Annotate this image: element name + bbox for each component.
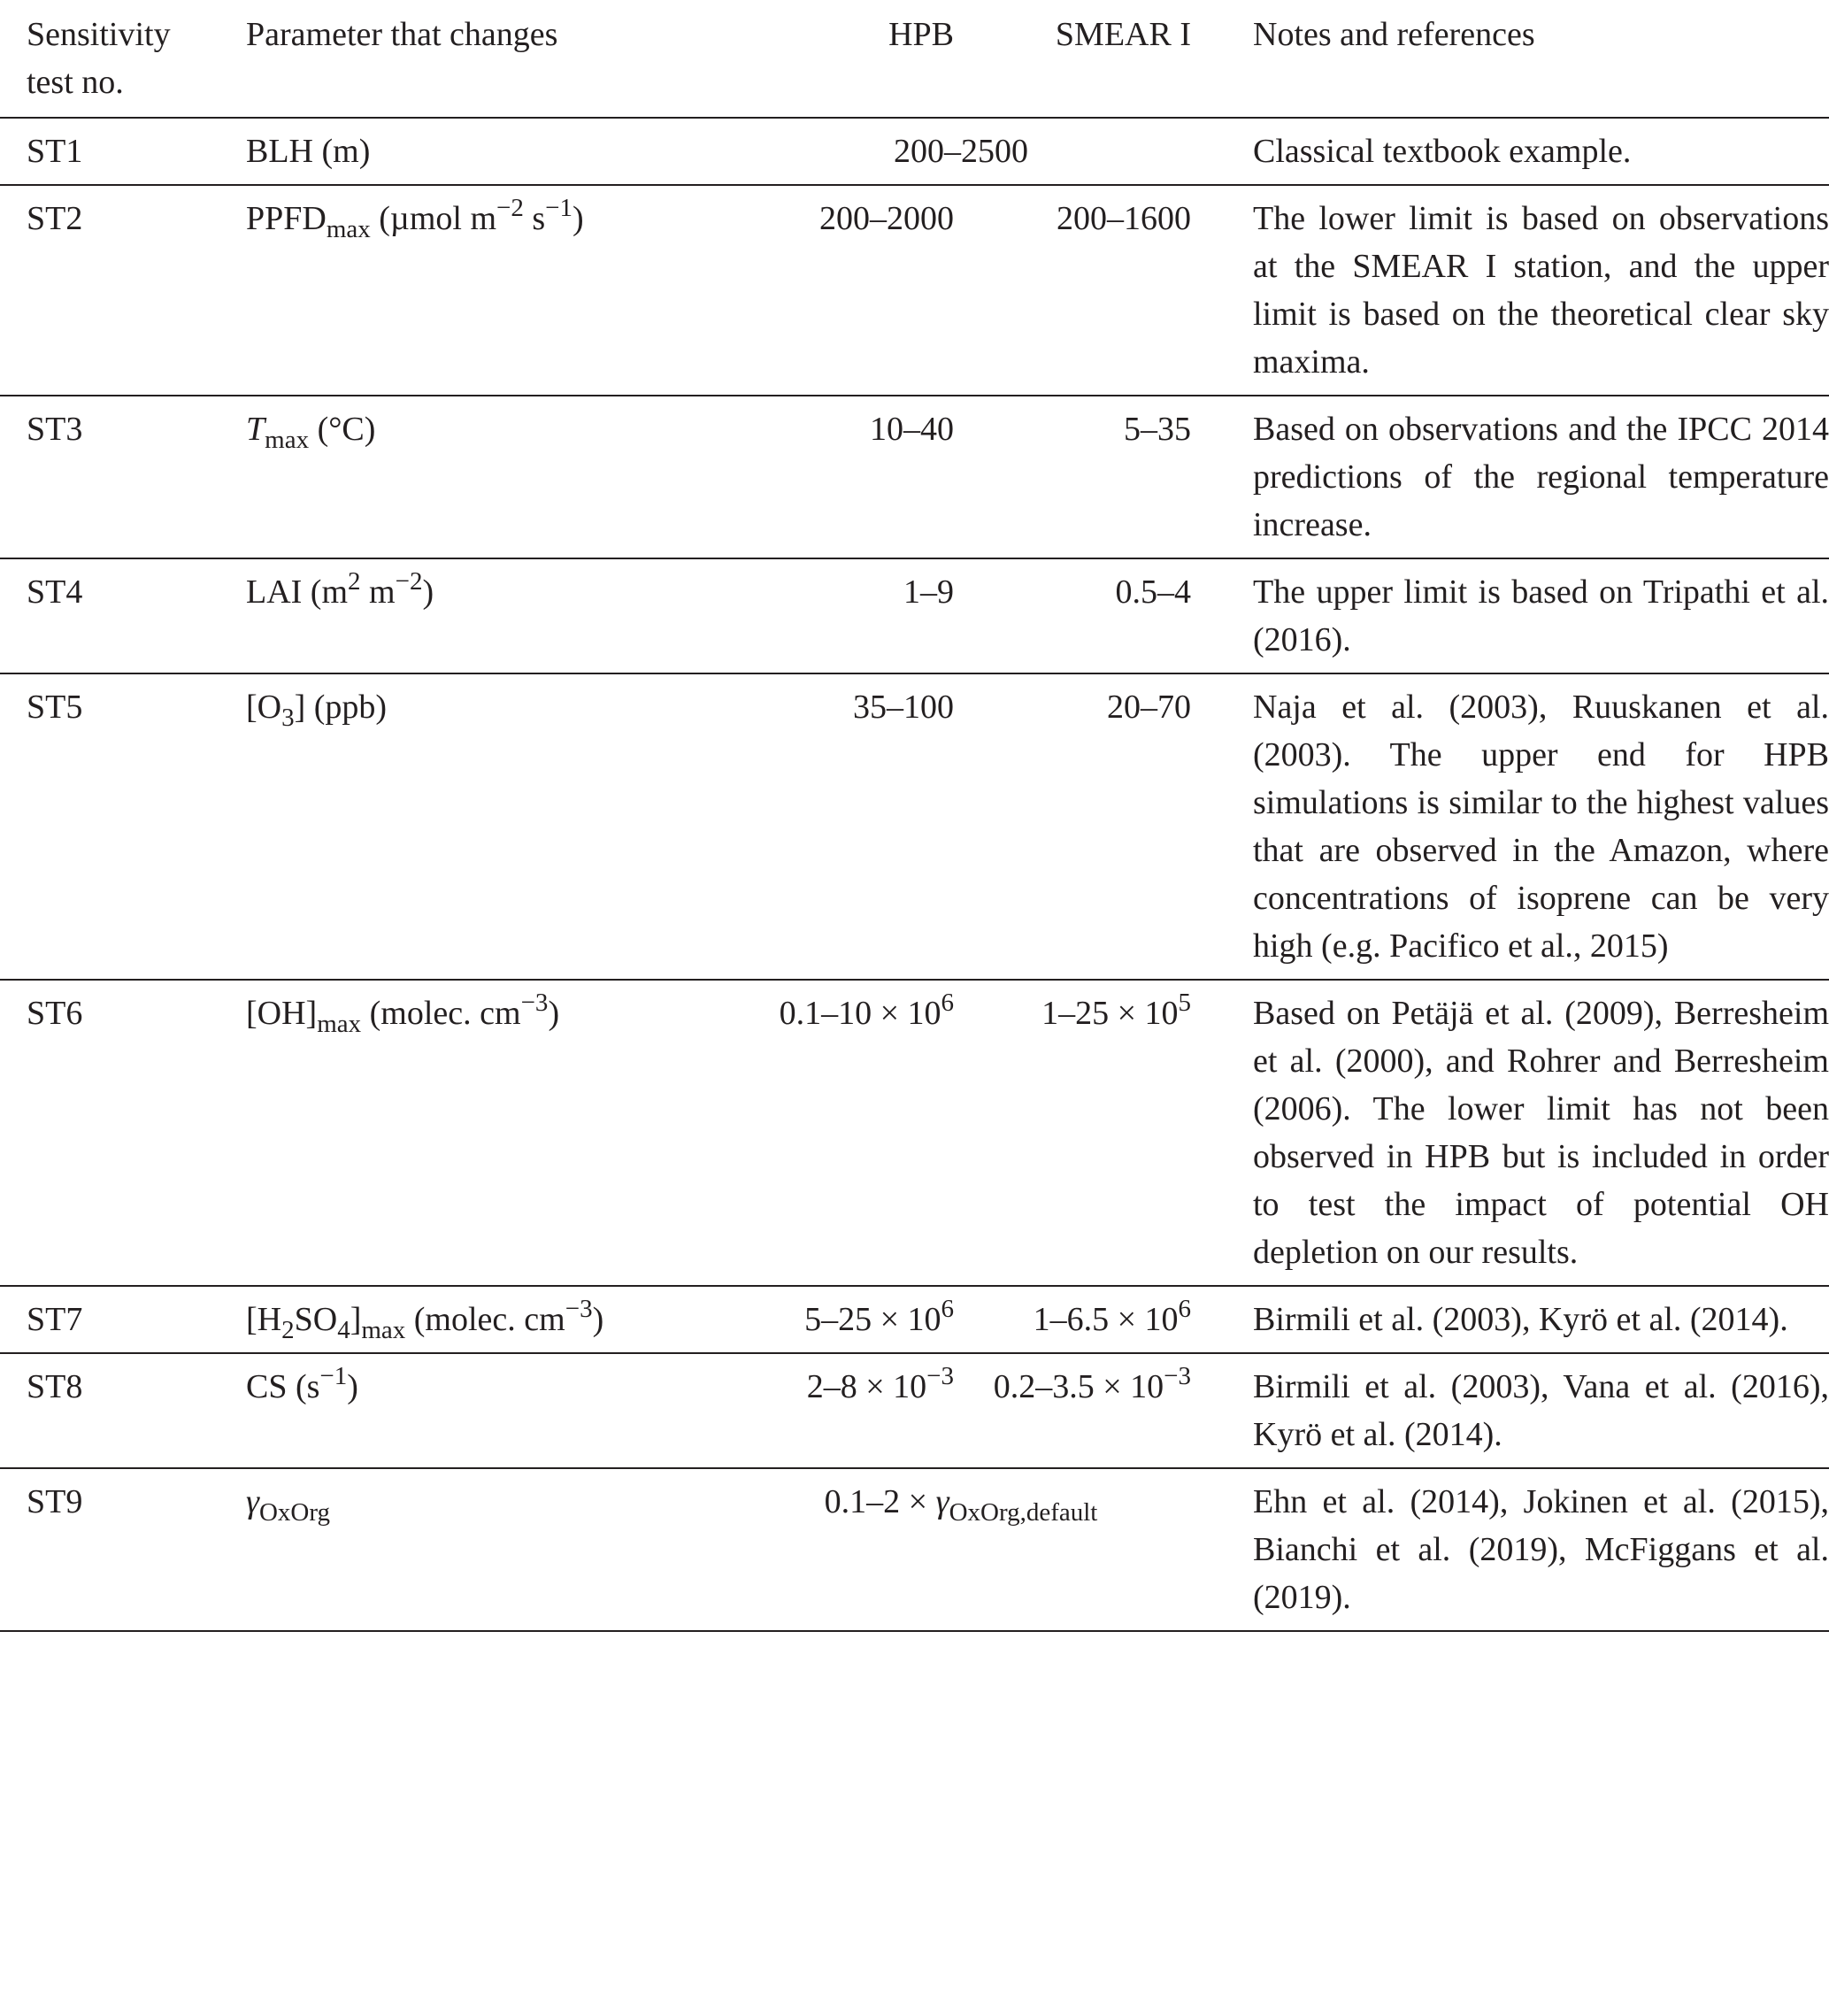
parameter: $[OH]_{max}$ (molec. $cm^{-3}$) [246,989,560,1038]
notes: Based on observations and the IPCC 2014 predictions of the regional temperature increase. [1253,411,1829,543]
smear-range: $0.2-3.5 \times 10^{-3}$ [993,1362,1191,1405]
parameter: $PPFD_{max}$ (µmol $m^{-2}$ $s^{-1}$) [246,194,584,243]
range-both-sites: 200–2500 [894,133,1028,170]
table-row [0,1353,1829,1468]
test-number: ST3 [27,411,83,448]
smear-range: 200–1600 [1057,200,1191,237]
notes: Classical textbook example. [1253,133,1632,170]
smear-range: 20–70 [1107,689,1191,726]
parameter: $[O_3]$ (ppb) [246,689,388,732]
test-number: ST4 [27,573,83,611]
parameter: $[H_2SO_4]_{max}$ (molec. $cm^{-3}$) [246,1295,604,1344]
hpb-range: $2-8 \times 10^{-3}$ [806,1362,954,1405]
notes: Ehn et al. (2014), Jokinen et al. (2015), Bianchi et al. (2019), McFiggans et al. (2019). [1253,1483,1829,1616]
table-header [0,0,1829,118]
notes: Birmili et al. (2003), Vana et al. (2016), Kyrö et al. (2014). [1253,1368,1829,1453]
parameter: $T_{max}$ (°C) [246,411,376,454]
test-number: ST2 [27,200,83,237]
test-number: ST5 [27,689,83,726]
hpb-range: $5-25 \times 10^6$ [804,1295,954,1338]
table-row [0,1468,1829,1631]
hpb-range: 200–2000 [819,200,954,237]
test-number: ST6 [27,995,83,1032]
parameter: $\gamma_{OxOrg}$ [246,1483,331,1527]
test-number: ST8 [27,1368,83,1405]
parameter: CS $(s^{-1})$ [246,1362,358,1405]
table-row [0,558,1829,673]
table-row [0,396,1829,558]
table-row [0,185,1829,396]
notes: The lower limit is based on observations at the SMEAR I station, and the upper limit is based on the theoretical clear sky maxima. [1253,200,1829,381]
notes: The upper limit is based on Tripathi et al. (2016). [1253,573,1829,658]
notes: Based on Petäjä et al. (2009), Berresheim et al. (2000), and Rohrer and Berresheim (2006). The lower limit has not been observed in HPB but is included in order to test the impact of potential OH depletion on our results. [1253,995,1829,1271]
table-row [0,118,1829,185]
smear-range: 5–35 [1124,411,1191,448]
notes: Birmili et al. (2003), Kyrö et al. (2014). [1253,1301,1788,1338]
range-both-sites: $0.1-2 \times \gamma_{OxOrg,default}$ [824,1483,1098,1527]
hpb-range: $0.1-10 \times 10^6$ [779,989,954,1032]
hpb-range: 10–40 [870,411,954,448]
header-smear: SMEAR I [1055,16,1191,53]
smear-range: 0.5–4 [1115,573,1191,611]
header-test-number: Sensitivity test no. [27,16,171,101]
smear-range: $1-25 \times 10^5$ [1041,989,1191,1032]
parameter: LAI ($m^2$ $m^{-2}$) [246,567,434,611]
smear-range: $1-6.5 \times 10^6$ [1033,1295,1191,1338]
parameter: BLH (m) [246,133,371,170]
test-number: ST1 [27,133,83,170]
table-row [0,1286,1829,1353]
test-number: ST9 [27,1483,83,1520]
header-parameter: Parameter that changes [246,16,558,53]
table-row [0,673,1829,980]
hpb-range: 35–100 [853,689,954,726]
header-hpb: HPB [888,16,954,53]
table-row [0,980,1829,1286]
test-number: ST7 [27,1301,83,1338]
notes: Naja et al. (2003), Ruuskanen et al. (2003). The upper end for HPB simulations is similar to the highest values that are observed in the Amazon, where concentrations of isoprene can be very high (e.g. Pacifico et al., 2015) [1253,689,1829,965]
hpb-range: 1–9 [903,573,954,611]
header-row [0,0,1829,118]
header-notes: Notes and references [1253,16,1535,53]
table-body [0,118,1829,1631]
